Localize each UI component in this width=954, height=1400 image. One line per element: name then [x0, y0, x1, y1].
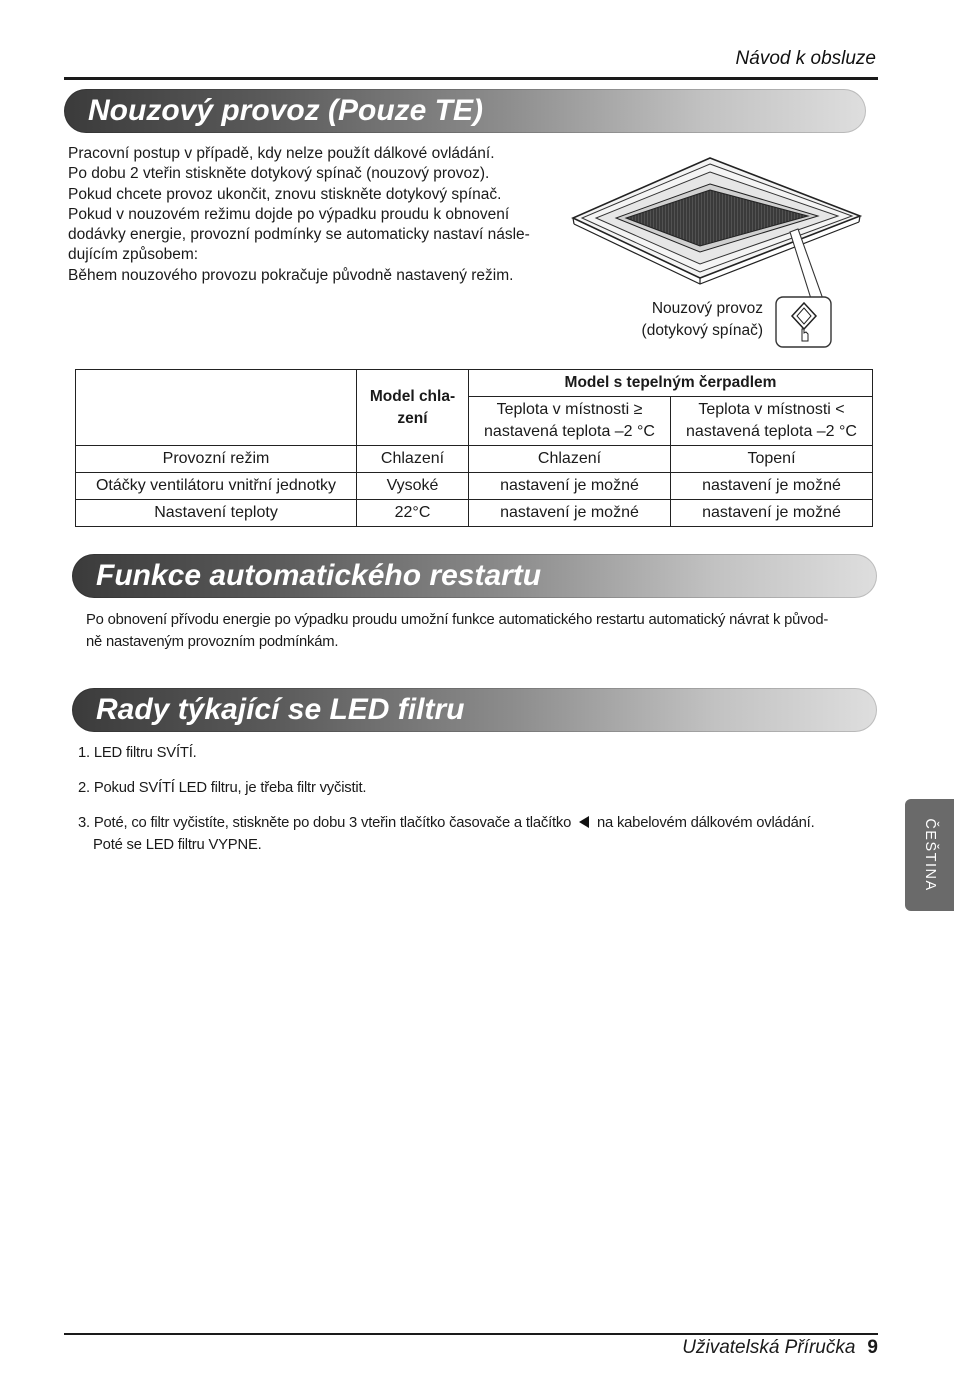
table-cell: 22°C [357, 500, 469, 527]
section-heading-emergency [64, 89, 866, 133]
caption-line: Nouzový provoz [651, 300, 763, 317]
page-number: 9 [867, 1337, 878, 1358]
footer-rule [64, 1333, 878, 1335]
table-row [76, 500, 873, 527]
caption-line: (dotykový spínač) [641, 322, 763, 339]
intro-line: dujícím způsobem: [68, 246, 199, 264]
intro-line: Během nouzového provozu pokračuje původně nastavený režim. [68, 266, 514, 284]
table-cell: nastavení je možné [671, 500, 873, 527]
table-cell: Vysoké [357, 473, 469, 500]
table-cell: nastavení je možné [469, 473, 671, 500]
subheader-text: Teplota v místnosti < [698, 401, 845, 418]
table-subheader-ge [469, 397, 671, 446]
header-text: zení [397, 409, 428, 427]
table-header-heatpump: Model s tepelným čerpadlem [469, 370, 873, 397]
list-item-text: na kabelovém dálkovém ovládání. [596, 815, 815, 831]
header-title: Návod k obsluze [735, 48, 876, 69]
list-item: 1. LED filtru SVÍTÍ. [78, 745, 197, 761]
restart-paragraph [86, 609, 886, 653]
intro-line: Pokud v nouzovém režimu dojde po výpadku proudu k obnovení [68, 205, 510, 223]
subheader-text: nastavená teplota –2 °C [484, 423, 655, 440]
table-cell: Provozní režim [76, 446, 357, 473]
subheader-text: Teplota v místnosti ≥ [496, 401, 643, 418]
footer-title: Uživatelská Příručka [682, 1337, 856, 1358]
restart-line: Po obnovení přívodu energie po výpadku proudu umožní funkce automatického restartu automatický návrat k původ- [86, 612, 829, 628]
table-corner-cell [76, 370, 357, 446]
table-row [76, 473, 873, 500]
table-cell: Chlazení [357, 446, 469, 473]
restart-line: ně nastaveným provozním podmínkám. [86, 634, 339, 650]
table-subheader-lt [671, 397, 873, 446]
emergency-mode-table [75, 369, 873, 527]
intro-line: Pracovní postup v případě, kdy nelze použít dálkové ovládání. [68, 145, 495, 162]
table-cell: Topení [671, 446, 873, 473]
list-item [78, 812, 878, 834]
table-cell: Otáčky ventilátoru vnitřní jednotky [76, 473, 357, 500]
led-filter-list [78, 742, 878, 856]
header-rule [64, 77, 878, 80]
footer [682, 1337, 878, 1359]
subheader-text: nastavená teplota –2 °C [686, 423, 857, 440]
section-heading-led [72, 688, 877, 732]
list-item: 2. Pokud SVÍTÍ LED filtru, je třeba filtr vyčistit. [78, 780, 367, 796]
table-cell: Chlazení [469, 446, 671, 473]
section-heading-led-text: Rady týkající se LED filtru [96, 693, 465, 726]
intro-line: Po dobu 2 vteřin stiskněte dotykový spínač (nouzový provoz). [68, 165, 490, 183]
language-tab [905, 799, 954, 911]
language-tab-label: ČEŠTINA [921, 818, 938, 892]
list-item-text: 3. Poté, co filtr vyčistíte, stiskněte po dobu 3 vteřin tlačítko časovače a tlačítko [78, 815, 572, 831]
list-item-continuation: Poté se LED filtru VYPNE. [93, 837, 262, 853]
left-triangle-icon [579, 816, 589, 828]
table-cell: nastavení je možné [671, 473, 873, 500]
table-header-cooling [357, 370, 469, 446]
touch-switch-icon [776, 297, 831, 347]
illustration-caption [600, 298, 763, 342]
table-cell: Nastavení teploty [76, 500, 357, 527]
table-row [76, 446, 873, 473]
intro-line: dodávky energie, provozní podmínky se automaticky nastaví násle- [68, 226, 530, 244]
table-cell: nastavení je možné [469, 500, 671, 527]
header-text: Model chla- [369, 387, 456, 405]
intro-line: Pokud chcete provoz ukončit, znovu stiskněte dotykový spínač. [68, 185, 502, 203]
intro-paragraph [68, 144, 558, 286]
ceiling-cassette-unit [573, 158, 860, 284]
section-heading-restart-text: Funkce automatického restartu [96, 559, 542, 592]
section-heading-restart [72, 554, 877, 598]
section-heading-emergency-text: Nouzový provoz (Pouze TE) [88, 94, 484, 127]
